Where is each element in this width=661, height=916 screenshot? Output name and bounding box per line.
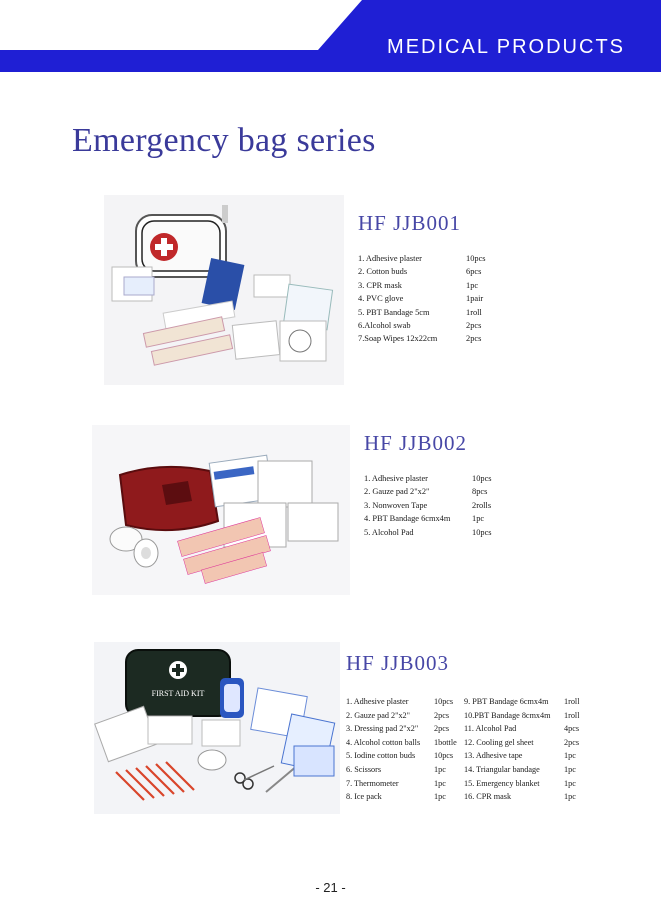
list-item: 4. Alcohol cotton balls 1bottle 12. Cooling gel sheet 2pcs bbox=[346, 737, 580, 747]
list-item: 7.Soap Wipes 12x22cm 2pcs bbox=[358, 334, 482, 344]
item-list-1 bbox=[358, 252, 510, 346]
list-item: 6.Alcohol swab 2pcs bbox=[358, 320, 482, 330]
list-item: 2. Cotton buds 6pcs bbox=[358, 267, 482, 277]
product-photo-1 bbox=[104, 195, 344, 385]
list-item: 5. Iodine cotton buds 10pcs 13. Adhesive tape 1pc bbox=[346, 751, 576, 761]
banner-title: MEDICAL PRODUCTS bbox=[387, 36, 625, 58]
page-title: Emergency bag series bbox=[72, 122, 376, 159]
page-number: - 21 - bbox=[315, 880, 346, 895]
bag-label: FIRST AID KIT bbox=[151, 689, 205, 698]
list-item: 8. Ice pack 1pc 16. CPR mask 1pc bbox=[346, 792, 576, 802]
list-item: 5. PBT Bandage 5cm 1roll bbox=[358, 307, 482, 317]
list-item: 1. Adhesive plaster 10pcs bbox=[358, 254, 486, 263]
product-photo-3 bbox=[94, 642, 340, 814]
model-title-2: HF JJB002 bbox=[364, 431, 467, 455]
list-item: 7. Thermometer 1pc 15. Emergency blanket 1pc bbox=[346, 778, 576, 788]
list-item: 5. Alcohol Pad 10pcs bbox=[364, 527, 492, 537]
list-item: 4. PVC glove 1pair bbox=[358, 294, 484, 304]
list-item: 1. Adhesive plaster 10pcs 9. PBT Bandage 6cmx4m 1roll bbox=[346, 697, 580, 706]
list-item: 2. Gauze pad 2"x2" 8pcs bbox=[364, 487, 488, 497]
header-banner bbox=[0, 0, 661, 72]
model-title-1: HF JJB001 bbox=[358, 211, 461, 235]
list-item: 6. Scissors 1pc 14. Triangular bandage 1pc bbox=[346, 764, 576, 774]
list-item: 4. PBT Bandage 6cmx4m 1pc bbox=[364, 514, 485, 524]
list-item: 2. Gauze pad 2"x2" 2pcs 10.PBT Bandage 8cmx4m 1roll bbox=[346, 710, 580, 720]
item-list-3 bbox=[346, 695, 588, 804]
list-item: 3. Nonwoven Tape 2rolls bbox=[364, 500, 492, 510]
list-item: 1. Adhesive plaster 10pcs bbox=[364, 474, 492, 483]
list-item: 3. CPR mask 1pc bbox=[358, 280, 479, 290]
product-photo-2 bbox=[92, 425, 350, 595]
model-title-3: HF JJB003 bbox=[346, 651, 449, 675]
item-list-2 bbox=[364, 472, 516, 539]
list-item: 3. Dressing pad 2"x2" 2pcs 11. Alcohol Pad 4pcs bbox=[346, 724, 580, 734]
